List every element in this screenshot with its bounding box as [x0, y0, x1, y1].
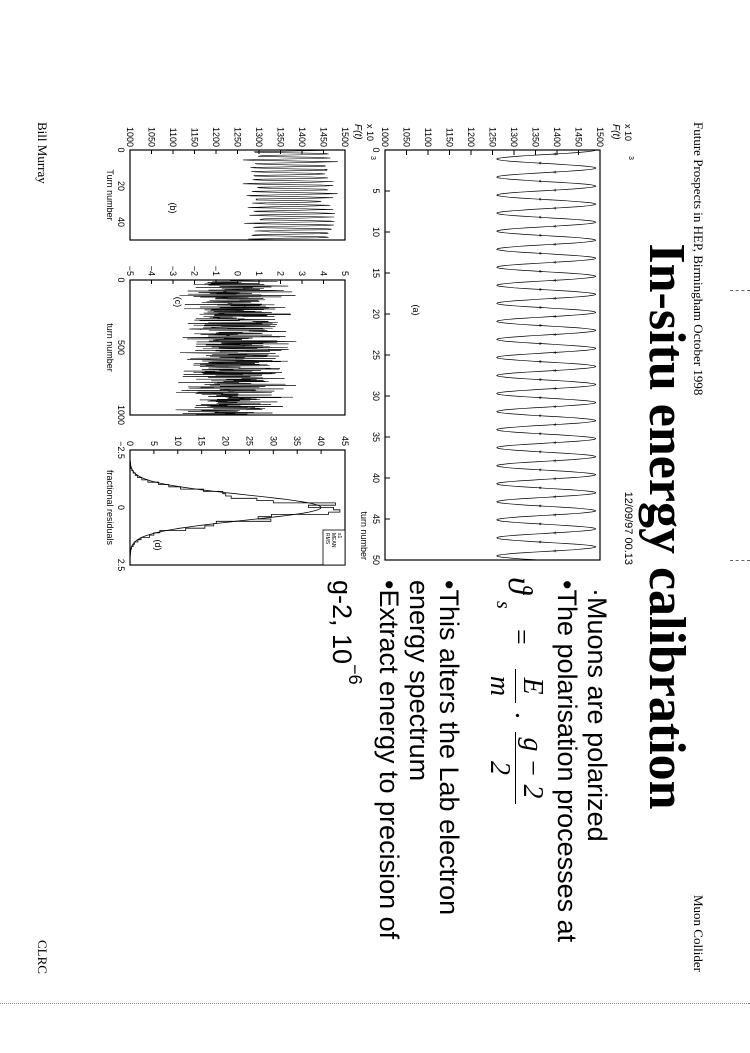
panel-a-xtick-label: 10 — [371, 226, 381, 238]
panel-a-ytick-label: 1350 — [530, 126, 541, 147]
panel-c-ytick-label: −1 — [211, 265, 221, 276]
panel-b-ytick-label: 1000 — [125, 126, 135, 147]
panel-a-point: * — [548, 278, 558, 282]
panel-d-xtick-label: 0 — [116, 504, 126, 511]
panel-a-xtick-label: 5 — [371, 188, 381, 194]
equation-equals: = — [505, 629, 536, 645]
panel-c-ytick-label: −2 — [189, 265, 200, 276]
panel-a-point: * — [548, 242, 558, 246]
panel-a-xtick-label: 45 — [371, 513, 381, 525]
panel-a-point: * — [534, 468, 544, 472]
panel-a-point: * — [548, 314, 558, 319]
panel-b-ytick-label: 1200 — [211, 126, 221, 147]
header-topic: Muon Collider — [691, 895, 706, 972]
panel-a-point: * — [534, 396, 544, 400]
panel-b-multiplier: x 10 — [365, 124, 375, 142]
panel-c-xtick-label: 0 — [116, 277, 126, 283]
panel-a-point: * — [534, 486, 544, 490]
panel-b-ytick-label: 1100 — [168, 127, 178, 147]
panel-a-point: * — [548, 441, 558, 445]
panel-a-point: * — [534, 504, 544, 508]
bullet-marker: • — [434, 580, 464, 590]
panel-a-ytick-label: 1300 — [509, 126, 519, 147]
panel-c-ytick-label: 1 — [254, 270, 264, 276]
panel-a-point: * — [548, 260, 558, 264]
bullet-item — [552, 580, 582, 942]
panel-d-ytick-label: 35 — [292, 435, 303, 446]
panel-a-ytick-label: 1450 — [573, 126, 584, 147]
bullet-marker: · — [582, 588, 612, 597]
precision-exponent: −6 — [345, 664, 365, 685]
panel-c-label: (c) — [173, 296, 183, 308]
panel-a-xtick-label: 40 — [371, 472, 381, 484]
panel-a-ytick-label: 1000 — [380, 126, 390, 147]
panel-a-point: * — [534, 197, 544, 201]
fraction-denominator: 2 — [484, 761, 515, 775]
panel-a-point: * — [548, 459, 558, 463]
panel-a-point: * — [548, 477, 558, 481]
panel-b-xtick-label: 0 — [116, 147, 126, 153]
fraction-g-minus-2 — [483, 732, 548, 804]
panel-c-xlabel: turn number — [105, 323, 115, 372]
precision-text: g-2, 10 — [327, 580, 357, 665]
panel-a-series — [497, 150, 596, 560]
fraction-denominator: m — [484, 675, 515, 697]
panel-a-point: * — [534, 179, 544, 183]
panel-a-xtick-label: 0 — [371, 147, 381, 153]
panel-a-point: * — [534, 378, 544, 382]
panel-a-point: * — [534, 305, 544, 310]
figure-datestamp: 12/09/97 00.13 — [622, 491, 634, 565]
panel-b-ytick-label: 1150 — [189, 127, 200, 147]
panel-a-point: * — [548, 513, 558, 517]
panel-d-ytick-label: 45 — [340, 435, 350, 446]
panel-a-multiplier-exp: 3 — [627, 156, 634, 160]
panel-b-label: (b) — [168, 202, 178, 214]
panel-a-point: * — [548, 152, 558, 156]
panel-b-xtick-label: 40 — [116, 216, 126, 228]
panel-a-point: * — [548, 495, 558, 499]
fraction-numerator: E — [515, 669, 548, 703]
panel-b-ytick-label: 1300 — [254, 126, 264, 147]
panel-c-xtick-label: 1000 — [116, 404, 126, 426]
footer-author: Bill Murray — [35, 122, 50, 184]
panel-c-ytick-label: 0 — [232, 270, 243, 276]
panel-a-xtick-label: 20 — [371, 308, 381, 320]
panel-d-ytick-label: 10 — [172, 435, 183, 446]
bullet-item — [374, 580, 404, 939]
panel-a-point: * — [534, 251, 544, 255]
panel-b-frame — [130, 150, 345, 240]
panel-d-stats-entry: s1 — [336, 533, 342, 539]
equation-subscript: s — [492, 601, 514, 609]
panel-a-point: * — [534, 323, 544, 328]
panel-a-label: (a) — [411, 304, 421, 316]
panel-a-point: * — [534, 359, 544, 364]
fraction-energy-mass — [483, 669, 548, 703]
panel-a-xtick-label: 25 — [371, 349, 381, 361]
panel-c-ytick-label: −3 — [168, 265, 178, 276]
panel-c-ytick-label: −4 — [146, 265, 157, 276]
panel-a-xtick-label: 35 — [371, 431, 381, 443]
panel-d-ytick-label: 15 — [196, 435, 207, 446]
page-title: In-situ energy calibration — [638, 243, 695, 810]
panel-a-xtick-label: 50 — [371, 554, 381, 566]
panel-b-ytick-label: 1450 — [318, 126, 329, 147]
panel-d-ytick-label: 5 — [148, 440, 159, 446]
scan-mark-top — [730, 290, 750, 291]
panel-a-point: * — [548, 405, 558, 409]
panel-d-ytick-label: 30 — [268, 435, 279, 446]
panel-a-point: * — [548, 332, 558, 337]
panel-b-ylabel: F(t) — [352, 124, 363, 140]
panel-a-point: * — [548, 170, 558, 174]
bullet-text: Muons are polarized — [582, 597, 612, 842]
panel-a-point: * — [534, 287, 544, 291]
panel-d-ytick-label: 0 — [125, 440, 135, 446]
bullet-continuation — [327, 580, 364, 685]
bullet-text: The polarisation processes at — [552, 589, 582, 943]
bullet-marker: • — [552, 580, 582, 590]
panel-b-xlabel: Turn number — [105, 169, 115, 221]
panel-d-stats-entry: RMS — [324, 533, 330, 545]
panel-a-ytick-label: 1100 — [423, 127, 433, 147]
panel-a-xtick-label: 15 — [371, 267, 381, 279]
calibration-figure — [105, 120, 635, 572]
panel-b-ytick-label: 1400 — [297, 126, 307, 147]
equation-theta: ϑ — [501, 577, 538, 594]
panel-a-ytick-label: 1400 — [552, 126, 562, 147]
panel-d-xtick-label: −2.5 — [116, 441, 126, 459]
panel-a-ytick-label: 1150 — [444, 127, 455, 147]
panel-a-point: * — [534, 540, 544, 544]
fraction-numerator: g − 2 — [515, 732, 548, 804]
panel-d-xtick-label: 2.5 — [116, 558, 126, 572]
panel-d-ytick-label: 25 — [244, 435, 255, 446]
panel-a-frame — [385, 150, 600, 560]
panel-a-point: * — [548, 224, 558, 228]
panel-a-point: * — [548, 188, 558, 192]
panel-c-series — [176, 280, 297, 415]
panel-d-ytick-label: 40 — [316, 435, 327, 446]
panel-a-point: * — [548, 531, 558, 535]
panel-a-point: * — [534, 233, 544, 237]
panel-c-ytick-label: 4 — [318, 270, 329, 276]
panel-b-multiplier-exp: 3 — [369, 156, 376, 160]
panel-a-point: * — [534, 215, 544, 219]
panel-c-ytick-label: 3 — [297, 270, 307, 276]
panel-a-point: * — [548, 423, 558, 427]
bullet-text: Extract energy to precision of — [374, 589, 404, 940]
equation-dot: . — [509, 712, 540, 719]
bullet-continuation: energy spectrum — [404, 580, 434, 782]
panel-d-xlabel: fractional residuals — [105, 469, 115, 546]
panel-a-ytick-label: 1250 — [487, 126, 498, 147]
panel-b-xtick-label: 20 — [116, 180, 126, 192]
panel-c-ytick-label: −5 — [125, 265, 135, 276]
panel-c-xtick-label: 500 — [116, 339, 126, 356]
panel-a-point: * — [548, 549, 558, 553]
panel-a-point: * — [548, 350, 558, 355]
panel-a-point: * — [534, 414, 544, 418]
precession-equation — [468, 577, 548, 997]
panel-c-ytick-label: 2 — [275, 270, 286, 276]
panel-b-ytick-label: 1250 — [232, 126, 243, 147]
panel-d-label: (d) — [153, 539, 163, 551]
panel-b-ytick-label: 1350 — [275, 126, 286, 147]
panel-a-xlabel: turn number — [359, 511, 369, 560]
panel-a-ytick-label: 1200 — [466, 126, 476, 147]
footer-org: CLRC — [35, 940, 50, 974]
panel-a-point: * — [548, 387, 558, 391]
bullet-text: This alters the Lab electron — [434, 589, 464, 916]
panel-a-multiplier: x 10 — [623, 124, 633, 142]
panel-a-point: * — [534, 341, 544, 346]
bullet-item — [582, 588, 612, 842]
panel-a-point: * — [548, 369, 558, 373]
panel-a-point: * — [534, 450, 544, 454]
panel-a-point: * — [534, 161, 544, 165]
panel-a-point: * — [548, 206, 558, 210]
panel-b-ytick-label: 1050 — [146, 126, 157, 147]
bullet-item — [434, 580, 464, 915]
header-conference: Future Prospects in HEP, Birmingham October 1998 — [691, 122, 706, 396]
panel-d-stats-entry: MEAN — [330, 533, 336, 548]
panel-a-point: * — [534, 269, 544, 273]
panel-a-ylabel: F(t) — [610, 124, 621, 140]
panel-a-point: * — [534, 522, 544, 526]
bullet-marker: • — [374, 580, 404, 590]
panel-a-point: * — [534, 432, 544, 436]
panel-b-series — [243, 150, 338, 240]
panel-d-ytick-label: 20 — [220, 435, 231, 446]
panel-a-point: * — [548, 296, 558, 300]
panel-a-xtick-label: 30 — [371, 390, 381, 402]
scan-mark-top-2 — [730, 560, 750, 561]
panel-a-ytick-label: 1500 — [595, 126, 605, 147]
panel-a-ytick-label: 1050 — [401, 126, 412, 147]
panel-c-ytick-label: 5 — [340, 270, 350, 276]
panel-b-ytick-label: 1500 — [340, 126, 350, 147]
